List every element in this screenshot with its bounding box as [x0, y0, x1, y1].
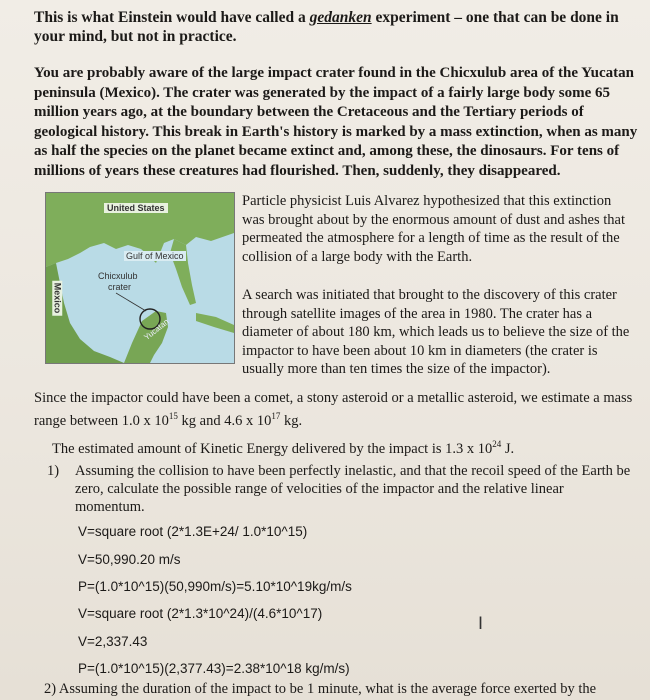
intro-text-end: experiment – one that can be done in your mind, but not in practice.	[34, 9, 619, 45]
mass-exp-1: 15	[168, 410, 178, 421]
kinetic-energy-paragraph	[52, 435, 642, 458]
question-1	[47, 462, 637, 516]
text-cursor-icon: I	[478, 614, 484, 634]
map-label-crater: crater	[108, 282, 132, 292]
ke-text: The estimated amount of Kinetic Energy delivered by the impact is 1.3 x 10	[52, 440, 493, 457]
answer-line: V=square root (2*1.3E+24/ 1.0*10^15)	[78, 524, 308, 539]
map-label-gulf: Gulf of Mexico	[126, 251, 184, 261]
search-paragraph: A search was initiated that brought to the discovery of this crater through satellite images of the area in 1980. The crater has a diameter of about 180 km, which leads us to believe the size of the impactor to have been about 10 km in diameters (the crater is usually more than ten times the size of the impactor).	[242, 287, 630, 377]
question-1-text: Assuming the collision to have been perfectly inelastic, and that the recoil speed of the Earth be zero, calculate the possible range of velocities of the impactor and the relative linear momentum.	[75, 463, 631, 515]
ke-exp: 24	[492, 439, 502, 449]
answer-line: P=(1.0*10^15)(2,377.43)=2.38*10^18 kg/m/s)	[78, 661, 350, 676]
map-label-yucatan: Yucatan	[142, 317, 171, 342]
question-2-text: Assuming the duration of the impact to be 1 minute, what is the average force exerted by the	[58, 681, 597, 697]
question-1-number: 1)	[47, 463, 60, 479]
mass-text: Since the impactor could have been a comet, a stony asteroid or a metallic asteroid, we estimate a mass range between 1.0 x 10	[34, 390, 633, 429]
gedanken-word: gedanken	[309, 9, 372, 26]
mass-exp-2: 17	[271, 410, 281, 421]
map-label-chicxulub: Chicxulub	[98, 271, 138, 281]
intro-paragraph	[34, 8, 634, 46]
mass-range-paragraph	[34, 390, 634, 430]
intro-text-start: This is what Einstein would have called a	[34, 9, 310, 26]
answer-line: V=square root (2*1.3*10^24)/(4.6*10^17)	[78, 606, 323, 621]
alvarez-paragraph: Particle physicist Luis Alvarez hypothesized that this extinction was brought about by the enormous amount of dust and ashes that permeated the atmosphere for a length of time as the result of the collision of a large body with the Earth.	[242, 193, 625, 265]
mass-text-mid: kg and 4.6 x 10	[177, 412, 272, 429]
map-label-mexico: Mexico	[52, 282, 63, 314]
chicxulub-map-image	[45, 192, 235, 364]
answer-line: V=2,337.43	[78, 634, 148, 649]
question-2-number: 2)	[44, 681, 57, 697]
answer-line: V=50,990.20 m/s	[78, 552, 181, 567]
question-2	[44, 680, 644, 698]
map-label-united-states: United States	[104, 203, 168, 213]
mass-text-end: kg.	[280, 412, 303, 429]
ke-text-end: J.	[501, 440, 515, 457]
answer-line: P=(1.0*10^15)(50,990m/s)=5.10*10^19kg/m/s	[78, 579, 352, 594]
chicxulub-paragraph: You are probably aware of the large impact crater found in the Chicxulub area of the Yucatan peninsula (Mexico). The crater was generated by the impact of a fairly large body some 65 million years ago, at the boundary between the Cretaceous and the Tertiary periods of geological history. This break in Earth's history is marked by a mass extinction, when as many as half the species on the planet became extinct and, among these, the dinosaurs. For tens of millions of years these creatures had flourished. Then, suddenly, they disappeared.	[34, 65, 638, 179]
